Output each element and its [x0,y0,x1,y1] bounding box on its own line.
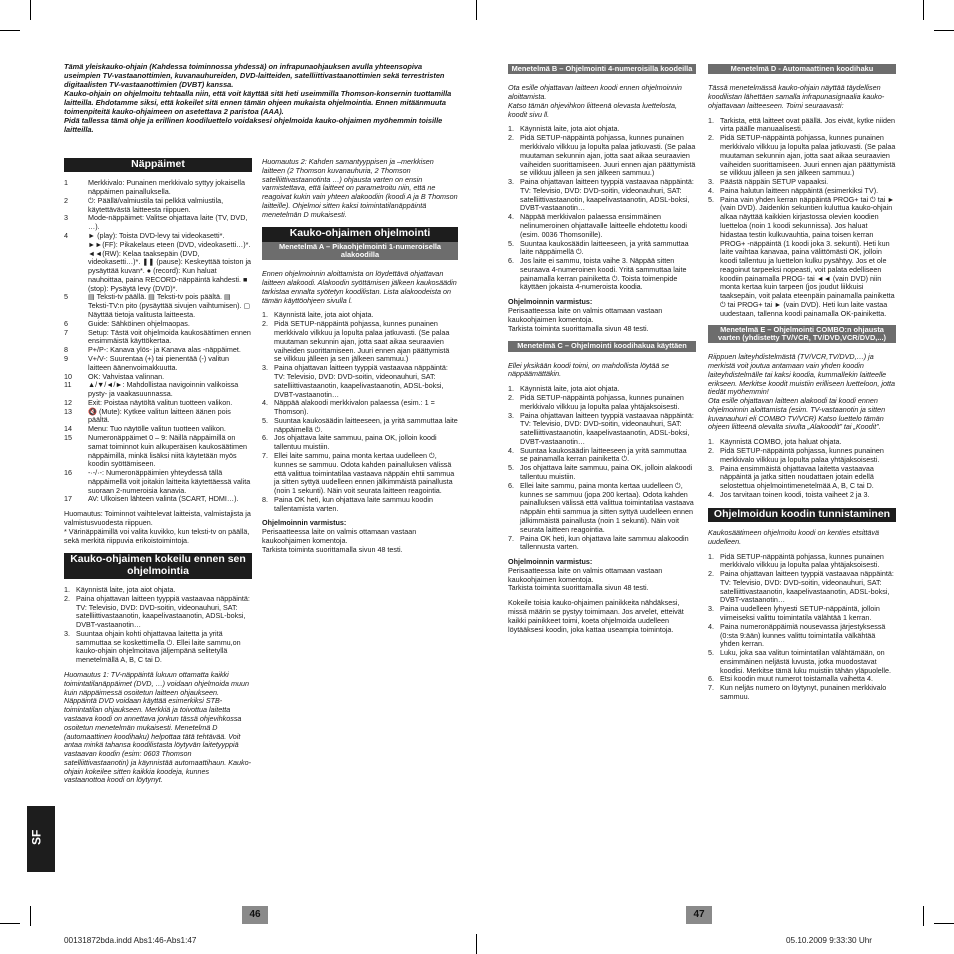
list-item-text: Etsi koodin muut numerot toistamalla vaihetta 4. [720,674,874,684]
keys-note: Huomautus: Toiminnot vaihtelevat laitteista, valmistajista ja valmistusvuodesta riippuen. * Värinäppäimillä voi valita kuvikko, kun teksti-tv on päällä, sekä merkitä riippuvia erikoistoimintoja. [64,509,251,545]
list-item-number: 6. [262,433,268,443]
list-item-number: 2. [262,319,268,329]
method-a-intro: Ennen ohjelmoinnin aloittamista on löydettävä ohjattavan laitteen alakoodi. Alakoodin syöttämisen jälkeen kaukosäädin tarkistaa ennalta syötetyn koodilistan. Lista alakoodeista on tämän käyttöohjeen sivulla l. [262,269,457,305]
list-item-number: 16 [64,468,72,478]
list-item [508,134,696,178]
list-item [708,491,896,500]
list-item [708,117,896,135]
footer-timestamp: 05.10.2009 9:33:30 Uhr [786,936,873,945]
crop-mark [923,0,924,20]
crop-mark [934,30,954,31]
list-item-number: 4. [262,398,268,408]
list-item-text: Paina ohjattavan laitteen tyyppiä vastaavaa näppäintä: TV: Televisio, DVD: DVD-soitin, videonauhuri, SAT: satelliittivastaanotin, kaapelivastaanotin, ADSL-boksi, DVBT-vastaanotin… [520,177,694,213]
list-item-text: Paina vain yhden kerran näppäintä PROG+ tai ⏻ tai ► (vain DVD). Jaidenkin sekuntien kuluttua kauko-ohjain alkaa näyttää kaikkien kirjastossa olevien koodien luetteloa (noin 1 koodi sekunnissa). Jos haluat hidastaa testin kulkuvauhtia, paina toisen kerran PROG+ -näppäintä (1 koodi joka 3. sekunti). Heti kun laite vaihtaa kanavaa, paina välittömästi OK, jolloin koodi tallentuu ja luettelon kulku pysähtyy. Jos et ole reagoinut tarpeeksi nopeasti, voit palata edelliseen koodiin painamalla PROG- tai ◄◄ (vain DVD) niin monta kertaa kuin tarpeen (jos joudut liikkuisi taaksepäin, voit palata eteenpäin painamalla painiketta ⏻ tai PROG+ tai ► (vain DVD). Heti kun laite vastaa uudestaan, tallenna koodi painamalla OK-painiketta. [720,194,895,318]
list-item [708,605,896,623]
method-b-header: Menetelmä B – Ohjelmointi 4-numeroisilla koodeilla [508,64,696,74]
list-item [508,213,696,239]
list-item [508,240,696,258]
list-item-text: 🔇 (Mute): Kytkee valitun laitteen äänen pois päältä. [88,406,231,425]
list-item-number: 3. [708,604,714,614]
list-item-number: 5. [262,415,268,425]
list-item-text: Ellei laite sammu, paina monta kertaa uudelleen ⏻, kunnes se sammuu. Odota kahden painalluksen välissä että valittua toimintatilaa vastaava näppäin ehtii sammua ja sitten syttyä uudelleen ennen jälkimmäistä painallusta (noin 1 sekunti). Näin voit seurata laitteen reagointia. [274,450,455,496]
list-item-number: 4. [508,445,514,455]
list-item [508,482,696,535]
list-item-number: 3. [508,410,514,420]
intro-text [64,62,456,134]
list-item [64,197,252,215]
list-item [708,649,896,675]
list-item [508,178,696,213]
list-item-number: 1. [708,437,714,447]
list-item-number: 1. [64,585,70,595]
list-item [262,434,458,452]
list-item-text: Luku, joka saa valitun toimintatilan välähtämään, on ensimmäinen neljästä luvusta, jotka muodostavat koodisi. Merkitse tämä luku muistiin tähän yläpuolelle. [720,648,891,675]
list-item [64,469,252,495]
list-item [708,623,896,649]
list-item-text: Suuntaa ohjain kohti ohjattavaa laitetta ja yritä sammuttaa se koskettimella ⏻. Ellei laite sammu,on kauko-ohjain ohjelmoitava jäljempänä selitetyllä menetelmällä A, B, C tai D. [76,628,241,665]
list-item-number: 1. [708,551,714,561]
list-item-number: 2. [708,445,714,455]
list-item [262,399,458,417]
list-item-number: 6. [708,674,714,684]
list-item-number: 2. [508,133,514,143]
method-c-steps [508,385,696,552]
list-item-text: Tarkista, että laitteet ovat päällä. Jos eivät, kytke niiden virta päälle manuaalisesti. [720,115,895,134]
list-item-number: 1. [508,124,514,134]
method-c-intro: Ellei yksikään koodi toimi, on mahdollista löytää se näppäämättäkin. [508,360,669,379]
list-item-text: Ellei laite sammu, paina monta kertaa uudelleen ⏻, kunnes se sammuu (jopa 200 kertaa). Odota kahden painalluksen välissä että valittua toimintatilaa vastaava näppäin ehtii sammua ja sitten syttyä uudelleen ennen jälkimmäistä painallusta (noin 1 sekunti). Näin voit seurata laitteen reagointia. [520,480,694,534]
list-item [262,417,458,435]
list-item-number: 12 [64,397,72,407]
list-item [262,496,458,514]
crop-mark [476,0,477,20]
keys-header: Näppäimet [64,158,252,172]
list-item-number: 4 [64,231,68,241]
list-item-text: Kun neljäs numero on löytynyt, punainen merkkivalo sammuu. [720,683,887,702]
list-item-text: ▤ Teksti-tv päällä. ▤ Teksti-tv pois päältä. ▤ Teksti-TV:n pito (pysäyttää sivujen vaihtumisen). ▢ Näyttää tietoja valitusta laitteesta. [88,292,251,320]
list-item [708,465,896,491]
list-item-text: Paina ohjattavan laitteen tyyppiä vastaavaa näppäintä: TV: Televisio, DVD: DVD-soitin, videonauhuri, SAT: satelliittivastaanotin, kaapelivastaanotin, ADSL-boksi, DVBT-vastaanotin… [274,363,448,399]
list-item-text: P+/P-: Kanava ylös- ja Kanava alas -näppäimet. [88,345,241,355]
list-item-text: Käynnistä COMBO, jota haluat ohjata. [720,437,842,447]
test-header: Kauko-ohjaimen kokeilu ennen sen ohjelmointia [64,553,252,579]
list-item-text: Jos ohjattava laite sammuu, paina OK, jolloin koodi tallentuu muistiin. [274,433,437,452]
list-item-number: 8 [64,345,68,355]
list-item-number: 10 [64,371,72,381]
intro-paragraph: Tämä yleiskauko-ohjain (Kahdessa toiminnossa yhdessä) on infrapunaohjauksen avulla yhteensopiva useimpien TV-vastaanottimien, kuvanauhureiden, DVD-laitteiden, satelliittivastaanottimien sekä terrestristen digitaalisten TV-vastaanottimien (DVBT) kanssa. [64,62,445,90]
list-item-text: Pidä SETUP-näppäintä pohjassa, kunnes punainen merkkivalo vilkkuu ja lopulta palaa yhtäjaksoisesti. [720,445,884,464]
list-item-number: 2. [708,569,714,579]
identify-code-steps [708,553,896,702]
list-item-text: Numeronäppäimet 0 – 9: Näillä näppäimillä on samat toiminnot kuin alkuperäisen kaukosäätimen näppäimillä, minkä lisäksi niitä käytetään myös koodin syöttämiseen. [88,432,248,469]
list-item-text: Paina ohjattavan laitteen tyyppiä vastaavaa näppäintä: TV: Televisio, DVD: DVD-soitin, videonauhuri, SAT: satelliittivastaanotin, kaapelivastaanotin, ADSL-boksi, DVBT-vastaanotin… [720,569,894,605]
method-c-check-text: Perisaatteessa laite on valmis ottamaan vastaan kaukoohjaimen komentoja. Tarkista toiminta suorittamalla sivun 48 testi. [508,565,663,593]
list-item [64,630,252,665]
list-item-text: OK: Vahvistaa valinnan. [88,371,165,381]
test-steps [64,586,252,665]
list-item-number: 13 [64,406,72,416]
method-d-intro: Tässä menetelmässä kauko-ohjain näyttää täydellisen koodilistan lähettäen samalla infrapunasignaalia kauko-ohjattavaan laitteeseen. Toimi seuraavasti: [708,83,885,110]
method-c-header: Menetelmä C – Ohjelmointi koodihakua käyttäen [508,341,696,351]
list-item-text: Jos tarvitaan toinen koodi, toista vaiheet 2 ja 3. [720,489,870,499]
list-item-number: 6. [508,480,514,490]
identify-code-intro: Kaukosäätimeen ohjelmoitu koodi on kenties etsittävä uudelleen. [708,527,880,546]
list-item [708,553,896,571]
list-item-text: Näppää alakoodi merkkivalon palaessa (esim.: 1 = Thomson). [274,398,435,417]
list-item-text: Paina halutun laitteen näppäintä (esimerkiksi TV). [720,185,879,195]
list-item-number: 5. [508,238,514,248]
list-item-number: 6. [508,256,514,266]
column-left-b [262,158,458,561]
column-right-d [708,64,896,708]
list-item [508,412,696,447]
list-item-number: 3. [262,363,268,373]
list-item-text: Jos ohjattava laite sammuu, paina OK, jolloin alakoodi tallentuu muistiin. [520,463,693,482]
list-item-text: Jos laite ei sammu, toista vaihe 3. Näppää sitten seuraava 4-numeroinen koodi. Yritä sammuttaa laite painamalla kerran painiketta ⏻. Toista toimenpide käyttäen jokaista 4-numeroista koodia. [520,256,687,292]
keys-list [64,179,252,504]
list-item-number: 6 [64,318,68,328]
closing-text: Kokeile toisia kauko-ohjaimen painikkeita nähdäksesi, missä määrin se pystyy toimimaan. Jos arvelet, etteivät kaikki painikkeet toimi, koeta ohjelmoida uudelleen löytääksesi koodin, joka kattaa useampia toimintoja. [508,598,684,634]
list-item-number: 1. [508,384,514,394]
list-item-text: Pidä SETUP-näppäintä pohjassa, kunnes punainen merkkivalo vilkkuu ja lopulta palaa jatkuvasti. (Se palaa muutaman sekunnin ajan, jotta saat aikaa seuraavien vaiheiden suorittamiseen. Juuri ennen ajan päättymistä se vilkkuu jälleen ja sen jälkeen sammuu.) [274,319,450,364]
list-item-number: 7. [508,533,514,543]
list-item-text: Pidä SETUP-näppäintä pohjassa, kunnes punainen merkkivalo vilkkuu ja lopulta palaa yhtäjaksoisesti. [520,393,684,411]
list-item-text: Käynnistä laite, jota aiot ohjata. [274,310,374,320]
list-item-text: Paina uudelleen lyhyesti SETUP-näppäintä, jolloin viimeiseksi valittu toimintatila välähtää 1 kerran. [720,604,880,623]
list-item-text: Pidä SETUP-näppäintä pohjassa, kunnes punainen merkkivalo vilkkuu ja lopulta palaa jatkuvasti. (Se palaa muutaman sekunnin ajan, jotta saat aikaa seuraavien vaiheiden suorittamiseen. Juuri ennen ajan päättymistä se vilkkuu jälleen ja sen jälkeen sammuu.) [720,133,896,178]
list-item-number: 3 [64,213,68,223]
programming-header: Kauko-ohjaimen ohjelmointi [262,227,458,241]
crop-mark [476,934,477,954]
list-item-number: 4. [508,212,514,222]
list-item-text: -·-/·-: Numeronäppäimien yhteydessä tällä näppäimellä voit joitakin laitteita käytettäessä valita suoraan 2-numeroisia kanavia. [88,468,251,495]
method-b-check-text: Perisaatteessa laite on valmis ottamaan vastaan kaukoohjaimen komentoja. Tarkista toiminta suorittamalla sivun 48 testi. [508,306,663,333]
method-e-steps [708,438,896,499]
list-item-number: 1. [708,115,714,125]
language-tab [27,806,55,872]
page-number-left: 46 [242,906,268,924]
list-item-number: 3. [708,463,714,473]
method-e-intro: Riippuen laiteyhdistelmästä (TV/VCR,TV/DVD,…) ja merkistä voit joutua antamaan vain yhden koodin laiteyhdistelmälle tai kaksi koodia, kummallekin laitteelle erikseen. Merkitse koodit muistiin erilliseen luetteloon, jotta tiedät myöhemmin! Ota esille ohjattavan laitteen alakoodi tai koodi ennen ohjelmoinnin aloittamista (esim. TV-vastaanotin ja sitten kuvanauhuri eli COMBO TV/VCR) Katso luettelo tämän ohjeen liitteenä olevalta sivulta „Alakoodit” tai „Koodit”. [708,352,895,432]
method-a-steps [262,311,458,513]
intro-paragraph: Kauko-ohjain on ohjelmoitu tehtaalla niin, että voit käyttää sitä heti useimmilla Thomson-konsernin tuottamilla laitteilla. Ehdotamme siksi, että kokeilet sitä ennen tämän ohjeen mukaista ohjelmointia. Ennen mitäänmuuta toimenpiteitä kauko-ohjaimeen on asetettava 2 paristoa (AAA). [64,89,452,117]
list-item-text: Setup: Tästä voit ohjelmoida kaukosäätimen ennen ensimmäistä käyttökertaa. [88,327,251,346]
method-b-check-title: Ohjelmoinnin varmistus: [508,297,593,307]
list-item-number: 5 [64,292,68,302]
list-item [708,684,896,702]
list-item [508,447,696,465]
list-item-number: 2. [708,133,714,143]
method-d-header: Menetelmä D - Automaattinen koodihaku [708,64,896,74]
method-c-check-title: Ohjelmoinnin varmistus: [508,557,593,567]
list-item-number: 2. [64,593,70,603]
list-item-text: Päästä näppäin SETUP vapaaksi. [720,177,829,187]
list-item-number: 1. [262,310,268,320]
method-a-check-text: Perisaatteessa laite on valmis ottamaan vastaan kaukoohjaimen komentoja. Tarkista toiminta suorittamalla sivun 48 testi. [262,527,417,554]
column-left-a [64,158,252,791]
footer-file-info: 00131872bda.indd Abs1:46-Abs1:47 [64,936,197,945]
list-item [64,329,252,347]
method-a-check-title: Ohjelmoinnin varmistus: [262,518,347,528]
list-item-text: V+/V-: Suurentaa (+) tai pienentää (-) valitun laitteen äänenvoimakkuutta. [88,353,230,372]
list-item-number: 2. [508,393,514,402]
list-item-text: Guide: Sähköinen ohjelmaopas. [88,318,190,328]
list-item-number: 14 [64,424,72,434]
page-number-right: 47 [686,906,712,924]
list-item-text: Paina ensimmäistä ohjattavaa laitetta vastaavaa näppäintä ja jatka sitten noudattaen jotain edellä selostettua ohjelmointimenetelmää A, B, C tai D. [720,463,874,491]
list-item-text: Menu: Tuo näytölle valitun tuotteen valikon. [88,424,226,434]
list-item-number: 3. [708,177,714,187]
list-item-number: 4. [708,621,714,631]
list-item [262,452,458,496]
method-b-steps [508,125,696,292]
list-item [508,535,696,553]
list-item [708,196,896,319]
list-item [64,355,252,373]
crop-mark [923,906,924,926]
list-item-number: 11 [64,380,72,390]
method-d-steps [708,117,896,319]
list-item [708,570,896,605]
list-item-number: 7. [262,450,268,460]
list-item-number: 15 [64,432,72,442]
list-item [64,179,252,197]
list-item [64,232,252,293]
list-item-text: Näppää merkkivalon palaessa ensimmäinen nelinumeroinen ohjattavalle laitteelle ehdotettu koodi (esim. 0036 Thomsonille). [520,212,688,239]
list-item-text: Paina OK heti, kun ohjattava laite sammuu koodin tallentamista varten. [274,494,434,513]
list-item [64,214,252,232]
list-item [262,320,458,364]
note-1: Huomautus 1: TV-näppäintä lukuun ottamatta kaikki toimintatilanäppäimet (DVD, …) voidaan ohjelmoida muun kuin näppäimessä osoitetun laitteen ohjaukseen. Näppäintä DVD voidaan käyttää esimerkiksi STB-toimintatilan ohjaukseen. Merkkiä ja toivottua laitetta vastaava koodi on annettava jonkun tässä ohjevihkossa osoitetun menetelmän mukaisesti. Menetelmä D (automaattinen koodihaku) helpottaa tätä tehtävää. Voit antaa minkä tahansa koodilistasta löytyvän laitetyyppiä vastaavan koodin (esim: 0603 Thomson satelliittivastaanotin) ja käynnistää automaattihaun. Kauko-ohjain kokeilee sitten kaikkia koodeja, kunnes vastaanottoa koodi on löytynyt. [64,670,251,785]
list-item [508,464,696,482]
list-item-number: 4. [708,489,714,499]
list-item [64,495,252,504]
list-item-number: 5. [708,194,714,204]
language-tab-label: SF [29,829,44,845]
list-item-text: Pidä SETUP-näppäintä pohjassa, kunnes punainen merkkivalo vilkkuu ja lopulta palaa yhtäjaksoisesti. [720,551,884,570]
list-item-number: 4. [708,185,714,195]
list-item-text: Mode-näppäimet: Valitse ohjattava laite (TV, DVD, …). [88,213,248,232]
list-item-text: Pidä SETUP-näppäintä pohjassa, kunnes punainen merkkivalo vilkkuu ja lopulta palaa jatkuvasti. (Se palaa muutaman sekunnin ajan, jotta saat aikaa seuraavien vaiheiden suorittamiseen. Juuri ennen ajan päättymistä se vilkkuu jälleen ja sen jälkeen sammuu.) [520,133,696,178]
list-item-text: Käynnistä laite, jota aiot ohjata. [76,585,176,595]
crop-mark [0,30,20,31]
list-item-number: 2 [64,195,68,205]
list-item-number: 17 [64,494,72,504]
method-b-intro: Ota esille ohjattavan laitteen koodi ennen ohjelmoinnin aloittamista. Katso tämän ohjevihkon liitteenä olevasta luettelosta, koodit sivu ll. [508,83,682,119]
list-item-text: Paina ohjattavan laitteen tyyppiä vastaavaa näppäintä: TV: Televisio, DVD: DVD-soitin, videonauhuri, SAT: satelliittivastaanotin, kaapelivastaanotin, ADSL-boksi, DVBT-vastaanotin… [76,593,250,630]
list-item-number: 3. [64,628,70,638]
list-item [64,381,252,399]
crop-mark [934,923,954,924]
intro-paragraph: Pidä tallessa tämä ohje ja erillinen koodiluettelo voidaksesi ohjelmoida kauko-ohjaimen myöhemmin toisille laitteilla. [64,116,443,135]
list-item-number: 3. [508,177,514,187]
list-item-text: Exit: Poistaa näytöltä valitun tuotteen valikon. [88,397,233,407]
list-item-text: ⏻: Päällä/valmiustila tai pelkkä valmiustila, käytettävästä laitteesta riippuen. [88,195,224,214]
list-item [64,293,252,319]
list-item-number: 5. [508,463,514,473]
list-item-text: Suuntaa kaukosäädin laitteeseen, ja yritä sammuttaa laite näppäimellä ⏻. [274,415,458,434]
list-item-number: 9 [64,353,68,363]
list-item [508,394,696,412]
method-a-header: Menetelmä A – Pikaohjelmointi 1-numeroisella alakoodilla [262,242,458,261]
list-item-text: Käynnistä laite, jota aiot ohjata. [520,384,620,394]
list-item-text: Merkkivalo: Punainen merkkivalo syttyy jokaisella näppäimen painalluksella. [88,178,245,197]
method-e-header: Menetelmä E – Ohjelmointi COMBO:n ohjausta varten (yhdistetty TV/VCR, TV/DVD,VCR/DVD,...) [708,325,896,344]
list-item-text: Käynnistä laite, jota aiot ohjata. [520,124,620,134]
list-item-text: AV: Ulkoisen lähteen valinta (SCART, HDMI…). [88,494,239,504]
crop-mark [30,906,31,926]
crop-mark [0,923,20,924]
column-right-c [508,64,696,640]
list-item-text: Paina OK heti, kun ohjattava laite sammuu alakoodin tallennusta varten. [520,533,689,552]
list-item-text: ▲/▼/◄/►: Mahdollistaa navigoinnin valikoissa pysty- ja vaakasuunnassa. [88,380,239,399]
note-2: Huomautus 2: Kahden samantyyppisen ja –merkkisen laitteen (2 Thomson kuvanauhuria, 2 Thomson satelliittivastaanotinta …) ohjausta varten on ensin varmistettava, että laitteet on parametroitu niin, että ne reagoivat kukin vain yhteen alakoodiin (koodi A ja B Thomson laitteille). Ohjelmoi sitten kaksi toimintatilanäppäintä menetelmän D mukaisesti. [262,157,458,219]
list-item [64,434,252,469]
list-item-text: ► (play): Toista DVD-levy tai videokasetti*. ►►(FF): Pikakelaus eteen (DVD, videokasetti…)*. ◄◄(RW): Kelaa taaksepäin (DVD, videokasetti…)*. ❚❚ (pause): Keskeyttää toiston ja pysäyttää kuvan*. ● (record): Kun haluat nauhoittaa, paina RECORD-näppäintä kahdesti. ■ (stop): Pysäytä levy (DVD)*. [88,231,252,293]
list-item [64,595,252,630]
list-item-text: Paina ohjattavan laitteen tyyppiä vastaavaa näppäintä: TV: Televisio, DVD: DVD-soitin, videonauhuri, SAT: satelliittivastaanotin, kaapelivastaanotin, ADSL-boksi, DVBT-vastaanotin… [520,410,694,446]
list-item [708,447,896,465]
list-item-text: Paina numeronäppäimiä nousevassa järjestyksessä (0:sta 9:ään) kunnes valittu toimintatila välkähtää yhden kerran. [720,621,886,649]
list-item [708,134,896,178]
list-item-number: 8. [262,494,268,504]
list-item-number: 7. [708,683,714,693]
list-item-text: Suuntaa kaukosäädin laitteeseen ja yritä sammuttaa se painamalla kerran painiketta ⏻. [520,445,687,464]
list-item-number: 7 [64,327,68,337]
crop-mark [30,0,31,20]
list-item [64,408,252,426]
list-item-number: 5. [708,648,714,658]
identify-code-header: Ohjelmoidun koodin tunnistaminen [708,508,896,522]
list-item-number: 1 [64,178,68,188]
list-item [508,257,696,292]
list-item-text: Suuntaa kaukosäädin laitteeseen, ja yritä sammuttaa laite näppäimellä ⏻. [520,238,689,257]
list-item [262,364,458,399]
